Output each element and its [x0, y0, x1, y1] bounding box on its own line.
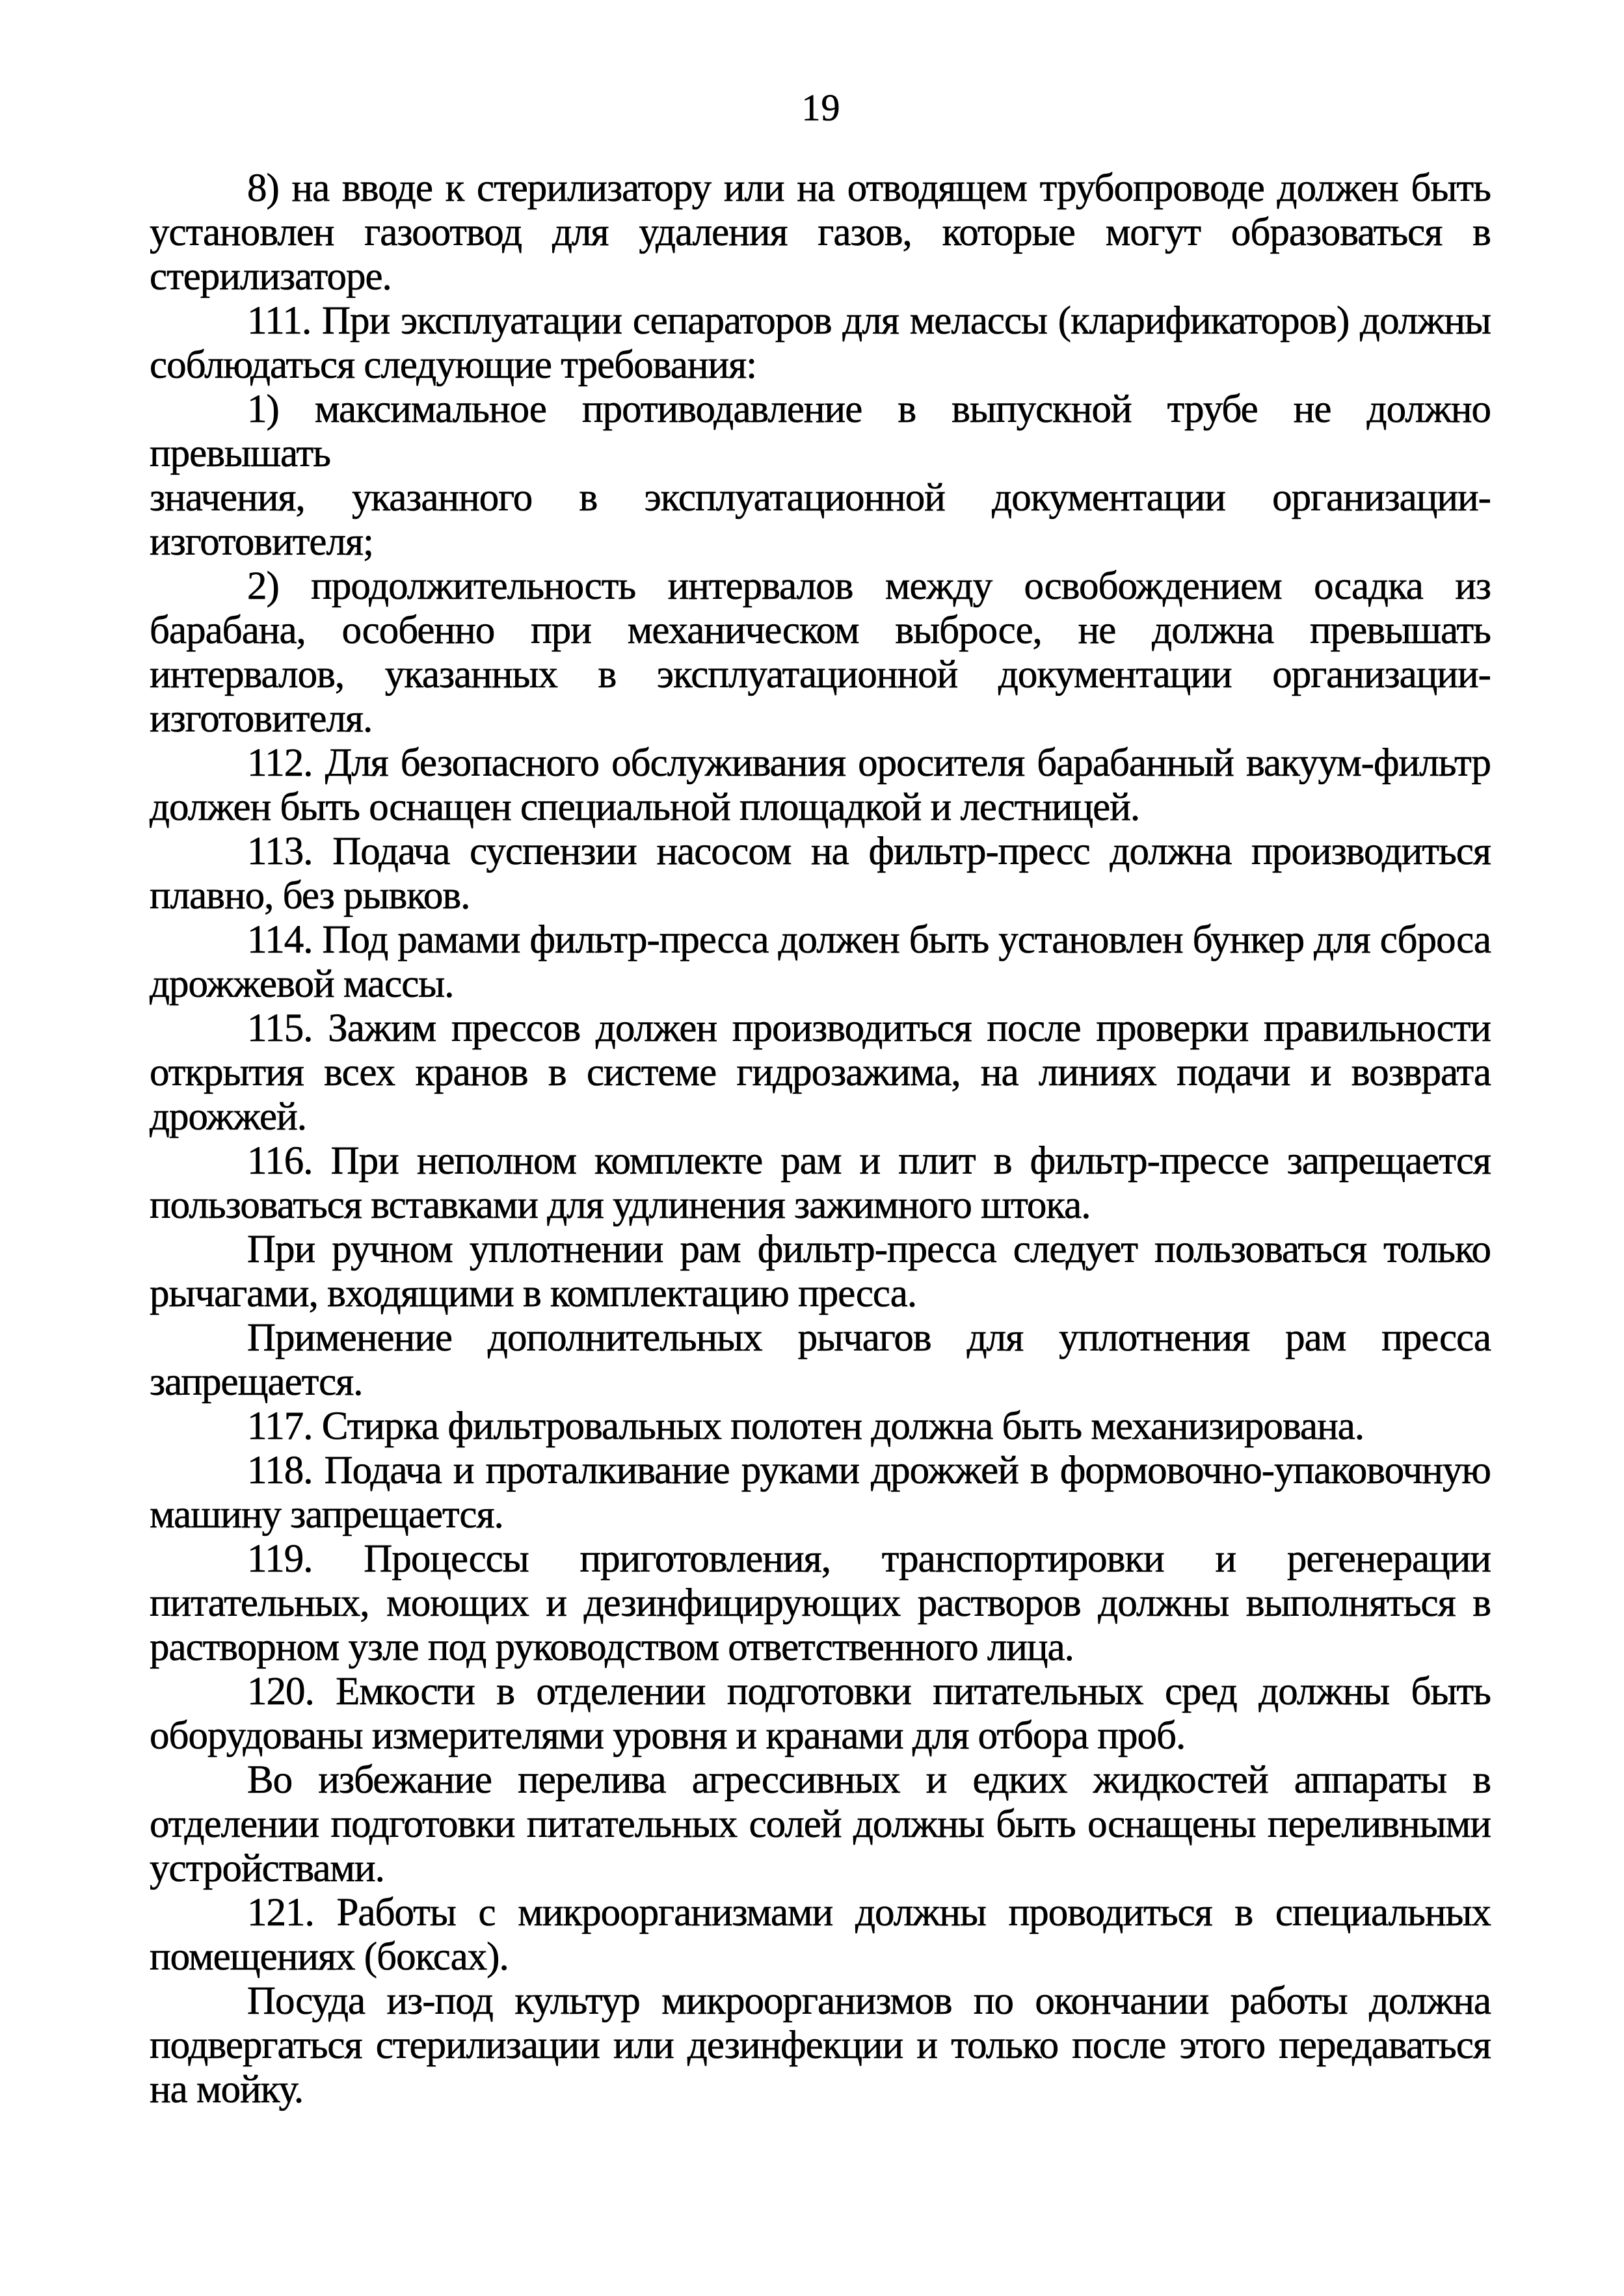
text-line: Применение дополнительных рычагов для уплотнения рам пресса	[247, 1316, 1491, 1360]
paragraph	[150, 1758, 1491, 1891]
text-line: плавно, без рывков.	[150, 874, 470, 917]
text-line: Во избежание перелива агрессивных и едких жидкостей аппараты в	[247, 1758, 1491, 1802]
text-line: растворном узле под руководством ответственного лица.	[150, 1626, 1074, 1669]
text-line: питательных, моющих и дезинфицирующих растворов должны выполняться в	[150, 1581, 1491, 1625]
text-line: 120. Емкости в отделении подготовки питательных сред должны быть	[247, 1670, 1491, 1713]
text-line: 121. Работы с микроорганизмами должны проводиться в специальных	[247, 1891, 1491, 1934]
text-line: стерилизаторе.	[150, 255, 392, 298]
text-line: дрожжей.	[150, 1095, 306, 1139]
text-line: на мойку.	[150, 2068, 304, 2111]
text-line: барабана, особенно при механическом выбросе, не должна превышать	[150, 609, 1491, 652]
text-line: помещениях (боксах).	[150, 1935, 509, 1979]
text-line: 115. Зажим прессов должен производиться после проверки правильности	[247, 1007, 1491, 1050]
page-number: 19	[801, 86, 841, 129]
text-line: оборудованы измерителями уровня и кранами для отбора проб.	[150, 1714, 1186, 1758]
paragraph	[150, 166, 1491, 299]
paragraph	[150, 1007, 1491, 1139]
text-line: изготовителя;	[150, 520, 373, 564]
document-body	[150, 166, 1491, 2112]
text-line: 113. Подача суспензии насосом на фильтр-пресс должна производиться	[247, 830, 1491, 873]
text-line: 116. При неполном комплекте рам и плит в фильтр-прессе запрещается	[247, 1139, 1491, 1183]
paragraph	[150, 1979, 1491, 2112]
text-line: 8) на вводе к стерилизатору или на отводящем трубопроводе должен быть	[247, 166, 1491, 210]
text-line: 2) продолжительность интервалов между освобождением осадка из	[247, 564, 1491, 608]
text-line: 114. Под рамами фильтр-пресса должен быть установлен бункер для сброса	[247, 918, 1491, 962]
text-line: должен быть оснащен специальной площадкой и лестницей.	[150, 785, 1140, 829]
text-line: 112. Для безопасного обслуживания оросителя барабанный вакуум-фильтр	[247, 741, 1491, 785]
text-line: соблюдаться следующие требования:	[150, 343, 757, 387]
text-line: значения, указанного в эксплуатационной документации организации-	[150, 476, 1491, 520]
text-line: подвергаться стерилизации или дезинфекции и только после этого передаваться	[150, 2024, 1491, 2067]
paragraph	[150, 1891, 1491, 1979]
text-line: пользоваться вставками для удлинения зажимного штока.	[150, 1183, 1091, 1227]
paragraph	[150, 741, 1491, 830]
text-line: 111. При эксплуатации сепараторов для мелассы (кларификаторов) должны	[247, 299, 1491, 343]
text-line: установлен газоотвод для удаления газов, которые могут образоваться в	[150, 211, 1491, 254]
paragraph	[150, 1316, 1491, 1405]
paragraph	[150, 1139, 1491, 1228]
text-line: 118. Подача и проталкивание руками дрожжей в формовочно-упаковочную	[247, 1449, 1491, 1492]
text-line: 1) максимальное противодавление в выпускной трубе не должно превышать	[150, 388, 1491, 475]
text-line: запрещается.	[150, 1360, 363, 1404]
paragraph	[150, 1670, 1491, 1758]
text-line: рычагами, входящими в комплектацию пресса.	[150, 1272, 917, 1315]
paragraph	[150, 1537, 1491, 1670]
text-line: 117. Стирка фильтровальных полотен должна быть механизирована.	[247, 1405, 1364, 1448]
text-line: Посуда из-под культур микроорганизмов по окончании работы должна	[247, 1979, 1491, 2023]
text-line: 119. Процессы приготовления, транспортировки и регенерации	[247, 1537, 1491, 1581]
text-line: отделении подготовки питательных солей должны быть оснащены переливными	[150, 1802, 1491, 1846]
text-line: интервалов, указанных в эксплуатационной документации организации-	[150, 653, 1491, 696]
text-line: изготовителя.	[150, 697, 373, 741]
paragraph	[150, 1405, 1491, 1449]
paragraph	[150, 564, 1491, 741]
text-line: машину запрещается.	[150, 1493, 503, 1537]
text-line: дрожжевой массы.	[150, 962, 454, 1006]
text-line: открытия всех кранов в системе гидрозажима, на линиях подачи и возврата	[150, 1051, 1491, 1094]
text-line: При ручном уплотнении рам фильтр-пресса следует пользоваться только	[247, 1228, 1491, 1271]
text-line: устройствами.	[150, 1847, 384, 1890]
paragraph	[150, 830, 1491, 918]
paragraph	[150, 1228, 1491, 1316]
paragraph	[150, 918, 1491, 1007]
paragraph	[150, 1449, 1491, 1537]
paragraph	[150, 388, 1491, 564]
paragraph	[150, 299, 1491, 388]
